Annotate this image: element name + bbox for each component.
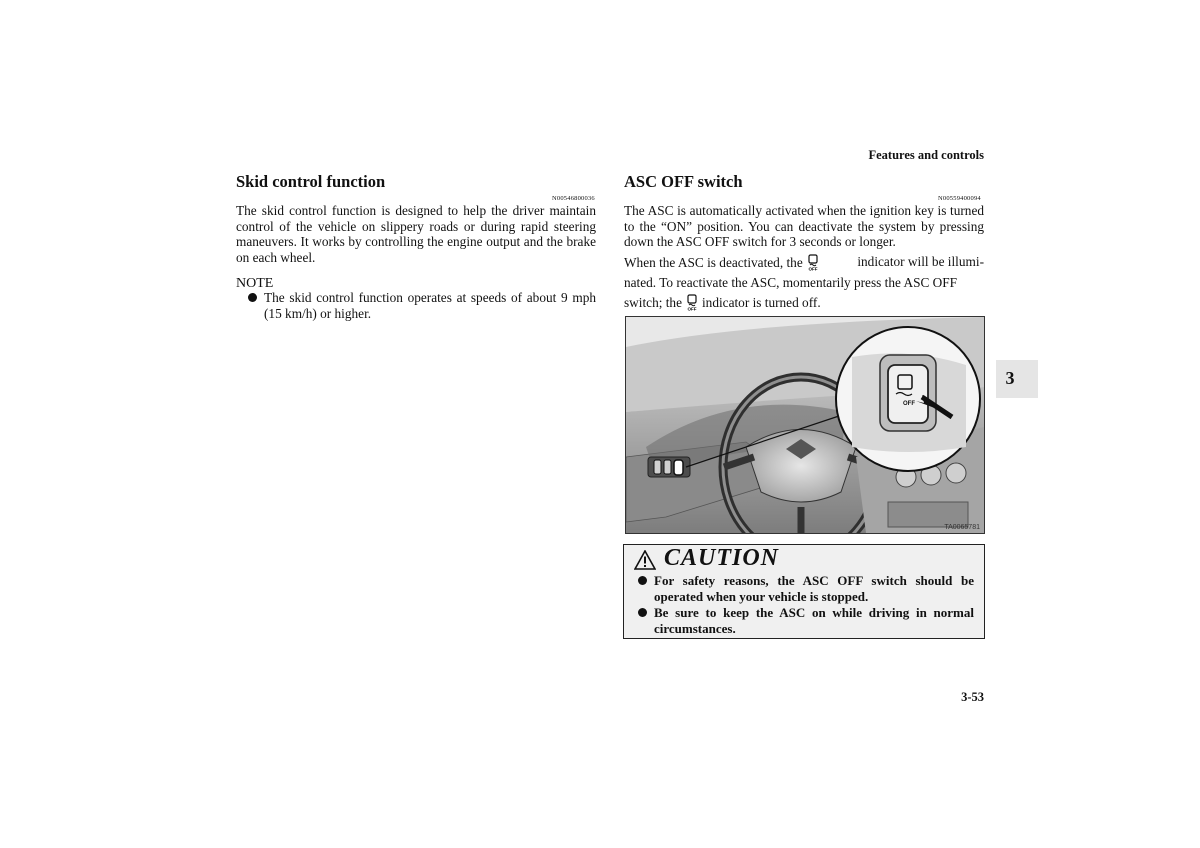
asc-off-code: N00559400094 [938, 195, 981, 202]
warning-triangle-icon [634, 550, 656, 570]
svg-text:OFF: OFF [808, 266, 818, 271]
figure-code: TA0065781 [944, 524, 980, 531]
svg-text:OFF: OFF [687, 306, 697, 312]
caution-box [623, 544, 985, 639]
bullet-icon [638, 608, 647, 617]
note-label: NOTE [236, 276, 274, 291]
caution-item [638, 573, 974, 605]
asc-off-indicator-icon [807, 254, 819, 275]
bullet-icon [248, 293, 257, 302]
asc-paragraph-1: The ASC is automatically activated when the ignition key is turned to the “ON” position. You can deactivate the system by pressing down the ASC OFF switch for 3 seconds or longer. [624, 203, 984, 250]
chapter-tab [996, 360, 1038, 398]
asc-off-heading: ASC OFF switch [624, 172, 743, 191]
chapter-number: 3 [1005, 368, 1015, 388]
page-number: 3-53 [961, 690, 984, 704]
skid-control-code: N00546800036 [552, 195, 595, 202]
asc-p2-before: When the ASC is deactivated, the [624, 255, 803, 270]
running-header: Features and controls [868, 148, 984, 162]
asc-p2-line2: nated. To reactivate the ASC, momentarily press the ASC OFF [624, 274, 958, 290]
skid-control-paragraph: The skid control function is designed to help the driver maintain control of the vehicle on slippery roads or during rapid steering maneuvers. It works by controlling the engine output and the brake on each wheel. [236, 203, 596, 265]
note-item-text: The skid control function operates at speeds of about 9 mph (15 km/h) or higher. [264, 290, 596, 321]
caution-item [638, 605, 974, 637]
asc-off-indicator-icon [686, 294, 698, 315]
asc-p2-line1-after: indicator will be illumi- [857, 254, 984, 269]
skid-control-heading: Skid control function [236, 172, 386, 191]
asc-p2-line3-after: indicator is turned off. [701, 295, 821, 311]
note-item [248, 290, 596, 321]
asc-paragraph-2 [624, 254, 984, 315]
caution-item-text: For safety reasons, the ASC OFF switch should be operated when your vehicle is stopped. [654, 573, 974, 604]
caution-title: CAUTION [664, 545, 780, 571]
dashboard-illustration [625, 316, 985, 534]
dashboard-illustration-svg [626, 317, 984, 533]
bullet-icon [638, 576, 647, 585]
caution-item-text: Be sure to keep the ASC on while driving in normal circumstances. [654, 605, 974, 636]
asc-p2-line3-before: switch; the [624, 295, 682, 311]
switch-off-label: OFF [903, 401, 915, 407]
